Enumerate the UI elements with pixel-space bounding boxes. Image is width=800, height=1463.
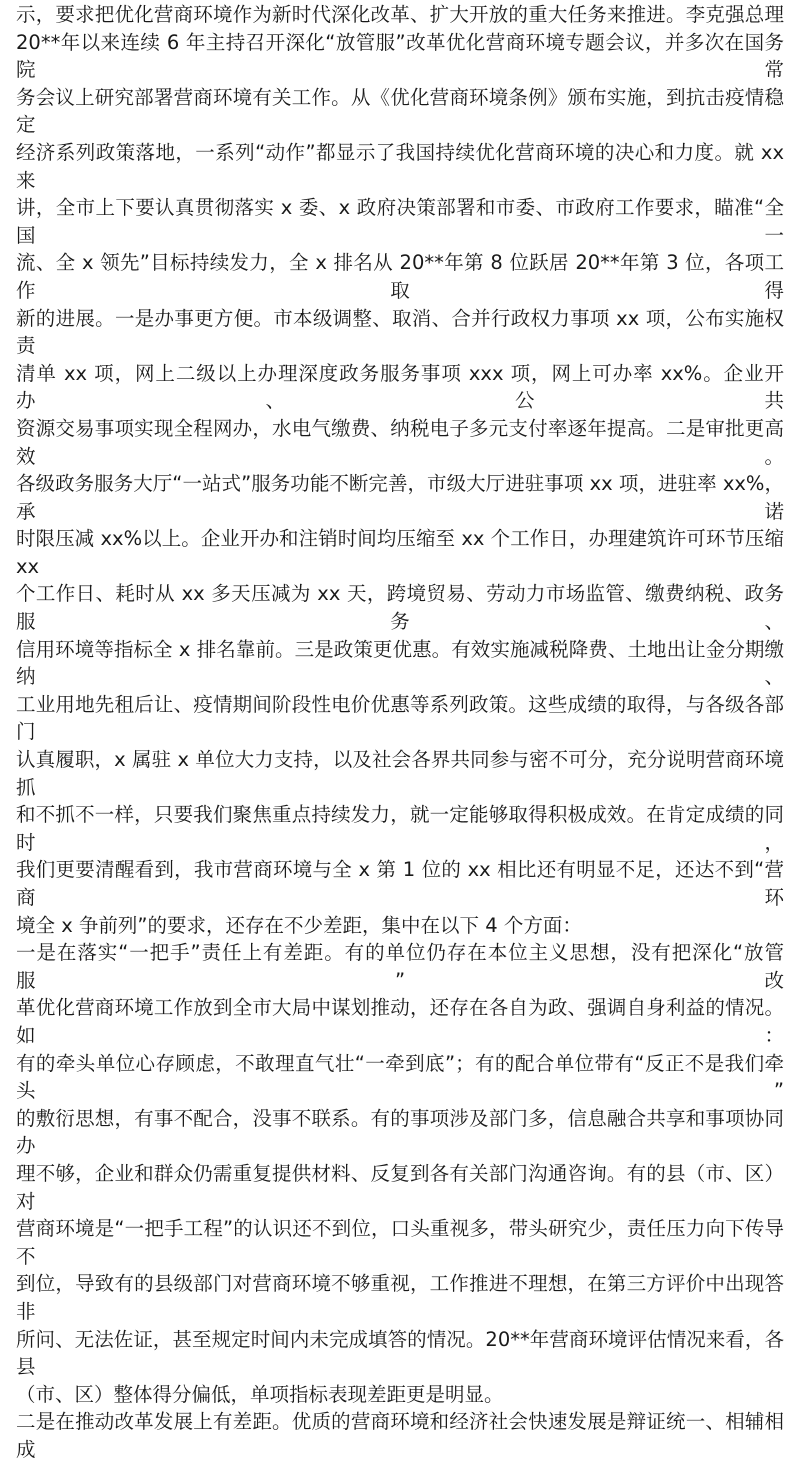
text-line: 一是在落实“一把手”责任上有差距。有的单位仍存在本位主义思想，没有把深化“放管服”改 <box>16 941 784 992</box>
text-line: 有的牵头单位心存顾虑，不敢理直气壮“一牵到底”；有的配合单位带有“反正不是我们牵头” <box>16 1051 784 1103</box>
text-line: 经济系列政策落地，一系列“动作”都显示了我国持续优化营商环境的决心和力度。就 xx 来 <box>16 140 784 192</box>
text-line: 时限压减 xx%以上。企业开办和注销时间均压缩至 xx 个工作日，办理建筑许可环节压缩 xx <box>16 527 784 578</box>
text-line: 20**年以来连续 6 年主持召开深化“放管服”改革优化营商环境专题会议，并多次在国务院常 <box>16 30 784 82</box>
text-line: 理不够，企业和群众仍需重复提供材料、反复到各有关部门沟通咨询。有的县（市、区）对 <box>16 1161 784 1213</box>
text-line: （市、区）整体得分偏低，单项指标表现差距更是明显。 <box>16 1382 504 1406</box>
text-line: 到位，导致有的县级部门对营商环境不够重视，工作推进不理想，在第三方评价中出现答非 <box>16 1272 784 1323</box>
text-line: 营商环境是“一把手工程”的认识还不到位，口头重视多，带头研究少，责任压力向下传导不 <box>16 1217 784 1268</box>
text-line: 资源交易事项实现全程网办，水电气缴费、纳税电子多元支付率逐年提高。二是审批更高效。 <box>16 416 784 468</box>
text-line: 我们更要清醒看到，我市营商环境与全 x 第 1 位的 xx 相比还有明显不足，还达不到“营商环 <box>16 858 784 909</box>
text-line: 二是在推动改革发展上有差距。优质的营商环境和经济社会快速发展是辩证统一、相辅相成 <box>16 1410 784 1461</box>
text-line: 新的进展。一是办事更方便。市本级调整、取消、合并行政权力事项 xx 项，公布实施权责 <box>16 306 784 358</box>
text-line: 工业用地先租后让、疫情期间阶段性电价优惠等系列政策。这些成绩的取得，与各级各部门 <box>16 692 784 744</box>
text-line: 各级政务服务大厅“一站式”服务功能不断完善，市级大厅进驻事项 xx 项，进驻率 xx%，承诺 <box>16 472 784 523</box>
text-line: 境全 x 争前列”的要求，还存在不少差距，集中在以下 4 个方面： <box>16 913 582 937</box>
text-line: 和不抓不一样，只要我们聚焦重点持续发力，就一定能够取得积极成效。在肯定成绩的同时， <box>16 803 784 854</box>
text-line: 示，要求把优化营商环境作为新时代深化改革、扩大开放的重大任务来推进。李克强总理 <box>16 3 784 26</box>
text-line: 清单 xx 项，网上二级以上办理深度政务服务事项 xxx 项，网上可办率 xx%。企业开办、公共 <box>16 361 784 413</box>
text-line: 的敷衍思想，有事不配合，没事不联系。有的事项涉及部门多，信息融合共享和事项协同办 <box>16 1106 784 1158</box>
text-line: 革优化营商环境工作放到全市大局中谋划推动，还存在各自为政、强调自身利益的情况。如： <box>16 996 784 1047</box>
text-line: 讲，全市上下要认真贯彻落实 x 委、x 政府决策部署和市委、市政府工作要求，瞄准“全国一 <box>16 196 784 247</box>
text-line: 所问、无法佐证，甚至规定时间内未完成填答的情况。20**年营商环境评估情况来看，各县 <box>16 1327 784 1379</box>
text-line: 认真履职，x 属驻 x 单位大力支持，以及社会各界共同参与密不可分，充分说明营商环境抓 <box>16 748 784 799</box>
text-line: 流、全 x 领先”目标持续发力，全 x 排名从 20**年第 8 位跃居 20**年第 3 位，各项工作取得 <box>16 251 784 302</box>
text-line: 务会议上研究部署营商环境有关工作。从《优化营商环境条例》颁布实施，到抗击疫情稳定 <box>16 85 784 137</box>
text-line: 信用环境等指标全 x 排名靠前。三是政策更优惠。有效实施减税降费、土地出让金分期缴纳、 <box>16 637 784 689</box>
document-body <box>16 1 784 1463</box>
text-line: 个工作日、耗时从 xx 多天压减为 xx 天，跨境贸易、劳动力市场监管、缴费纳税、政务服务、 <box>16 582 784 634</box>
